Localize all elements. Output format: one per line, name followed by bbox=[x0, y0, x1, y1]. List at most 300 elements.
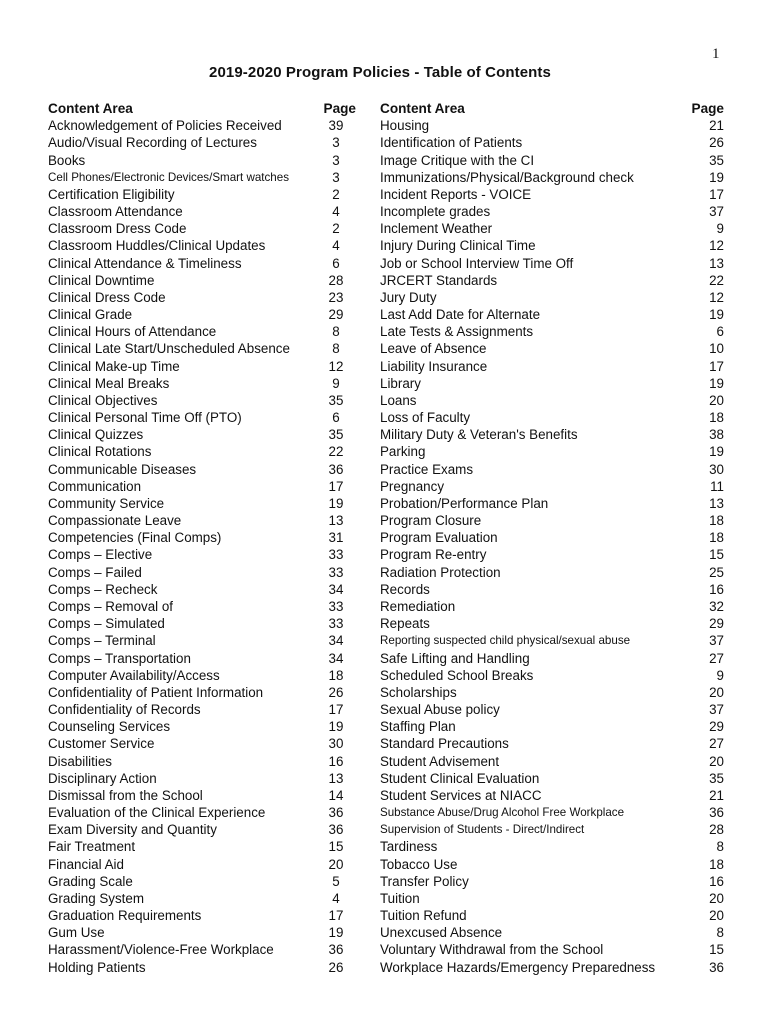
page-number-value: 21 bbox=[709, 118, 724, 134]
toc-entry bbox=[48, 546, 356, 563]
toc-entry bbox=[48, 615, 356, 632]
toc-entry bbox=[380, 701, 724, 718]
content-area-label: Radiation Protection bbox=[380, 564, 501, 580]
toc-entry bbox=[48, 598, 356, 615]
toc-entry bbox=[380, 169, 724, 186]
page-number-value: 36 bbox=[328, 461, 344, 477]
content-area-label: Cell Phones/Electronic Devices/Smart watches bbox=[48, 170, 289, 184]
page-number-value: 10 bbox=[709, 341, 724, 357]
page-number-value: 34 bbox=[328, 581, 344, 597]
toc-entry bbox=[48, 890, 356, 907]
toc-entry bbox=[48, 753, 356, 770]
page-number-value: 9 bbox=[332, 375, 340, 391]
content-area-label: Substance Abuse/Drug Alcohol Free Workplace bbox=[380, 806, 625, 820]
page-number-value: 13 bbox=[709, 495, 724, 511]
toc-entry bbox=[380, 856, 724, 873]
content-area-label: Student Advisement bbox=[380, 753, 500, 769]
page-number-value: 19 bbox=[328, 495, 344, 511]
page-number-value: 17 bbox=[328, 702, 344, 718]
content-area-label: Tuition bbox=[380, 890, 420, 906]
content-area-label: Inclement Weather bbox=[380, 221, 493, 237]
toc-entry bbox=[380, 770, 724, 787]
page-number-value: 16 bbox=[328, 753, 344, 769]
page-number-value: 15 bbox=[328, 839, 344, 855]
content-area-label: Clinical Late Start/Unscheduled Absence bbox=[48, 341, 290, 357]
page-number-value: 22 bbox=[328, 444, 344, 460]
content-area-label: Customer Service bbox=[48, 736, 155, 752]
toc-entry bbox=[48, 581, 356, 598]
toc-entry bbox=[380, 255, 724, 272]
page-number-value: 8 bbox=[332, 324, 340, 340]
content-area-label: Injury During Clinical Time bbox=[380, 238, 536, 254]
content-area-label: Dismissal from the School bbox=[48, 787, 203, 803]
content-area-label: Immunizations/Physical/Background check bbox=[380, 169, 634, 185]
page-number-value: 20 bbox=[709, 684, 724, 700]
toc-entry bbox=[380, 478, 724, 495]
page-number-value: 33 bbox=[328, 547, 344, 563]
page-number-value: 6 bbox=[332, 255, 340, 271]
toc-entry bbox=[48, 220, 356, 237]
content-area-label: Comps – Failed bbox=[48, 564, 142, 580]
page-number-value: 14 bbox=[328, 787, 344, 803]
toc-entry bbox=[380, 358, 724, 375]
content-area-label: Scholarships bbox=[380, 684, 457, 700]
page-number-value: 19 bbox=[709, 169, 724, 185]
toc-entry bbox=[48, 237, 356, 254]
toc-entry bbox=[48, 718, 356, 735]
content-area-label: Incident Reports - VOICE bbox=[380, 186, 532, 202]
content-area-label: Computer Availability/Access bbox=[48, 667, 220, 683]
page-number-value: 35 bbox=[328, 427, 344, 443]
toc-entry bbox=[48, 392, 356, 409]
page-number-value: 8 bbox=[332, 341, 340, 357]
page-number-value: 20 bbox=[328, 856, 344, 872]
page-number-value: 15 bbox=[709, 547, 724, 563]
toc-entry bbox=[48, 684, 356, 701]
page-number-value: 19 bbox=[709, 444, 724, 460]
page-number-value: 25 bbox=[709, 564, 724, 580]
content-area-label: Identification of Patients bbox=[380, 135, 523, 151]
toc-entry bbox=[48, 289, 356, 306]
page-number-value: 18 bbox=[709, 530, 724, 546]
toc-entry bbox=[48, 152, 356, 169]
toc-entry bbox=[48, 478, 356, 495]
toc-entry bbox=[48, 701, 356, 718]
page-number-value: 4 bbox=[332, 204, 340, 220]
page-number-value: 8 bbox=[716, 839, 724, 855]
toc-entry bbox=[48, 529, 356, 546]
toc-left-column bbox=[48, 100, 356, 976]
content-area-label: Military Duty & Veteran's Benefits bbox=[380, 427, 578, 443]
page-number-value: 35 bbox=[709, 152, 724, 168]
content-area-label: Housing bbox=[380, 118, 430, 134]
content-area-label: Repeats bbox=[380, 616, 430, 632]
page-number-value: 3 bbox=[332, 152, 340, 168]
toc-entry bbox=[48, 941, 356, 958]
content-area-label: Tuition Refund bbox=[380, 908, 467, 924]
content-area-label: Grading Scale bbox=[48, 873, 133, 889]
content-area-label: Clinical Grade bbox=[48, 307, 133, 323]
content-area-label: Exam Diversity and Quantity bbox=[48, 822, 217, 838]
content-area-label: Program Re-entry bbox=[380, 547, 487, 563]
content-area-label: Clinical Downtime bbox=[48, 272, 155, 288]
content-area-label: Audio/Visual Recording of Lectures bbox=[48, 135, 257, 151]
toc-entry bbox=[380, 546, 724, 563]
page-number-value: 2 bbox=[332, 221, 340, 237]
page-number-value: 12 bbox=[709, 289, 724, 305]
toc-entry bbox=[48, 564, 356, 581]
page-header: Page bbox=[323, 101, 356, 116]
content-area-label: Clinical Quizzes bbox=[48, 427, 144, 443]
content-area-label: Reporting suspected child physical/sexual abuse bbox=[380, 634, 631, 648]
page-number-value: 20 bbox=[709, 753, 724, 769]
page-number-value: 13 bbox=[709, 255, 724, 271]
content-area-label: Scheduled School Breaks bbox=[380, 667, 534, 683]
content-area-label: Pregnancy bbox=[380, 478, 445, 494]
page-number-value: 18 bbox=[709, 856, 724, 872]
toc-entry bbox=[380, 907, 724, 924]
content-area-label: Disabilities bbox=[48, 753, 112, 769]
toc-entry bbox=[380, 598, 724, 615]
page-number-value: 17 bbox=[328, 908, 344, 924]
toc-entry bbox=[380, 323, 724, 340]
content-area-label: Comps – Terminal bbox=[48, 633, 156, 649]
toc-entry bbox=[380, 340, 724, 357]
toc-entry bbox=[48, 821, 356, 838]
toc-entry bbox=[380, 409, 724, 426]
toc-entry bbox=[48, 632, 356, 649]
content-area-label: Loans bbox=[380, 392, 417, 408]
toc-entry bbox=[48, 203, 356, 220]
page-number-value: 4 bbox=[332, 890, 340, 906]
page-number-value: 12 bbox=[328, 358, 344, 374]
page-number-value: 2 bbox=[332, 186, 340, 202]
content-area-label: Competencies (Final Comps) bbox=[48, 530, 222, 546]
page-number-value: 9 bbox=[716, 221, 724, 237]
toc-entry bbox=[48, 409, 356, 426]
toc-entry bbox=[48, 134, 356, 151]
page-number-value: 13 bbox=[328, 770, 344, 786]
content-area-label: Clinical Hours of Attendance bbox=[48, 324, 217, 340]
toc-entry bbox=[48, 735, 356, 752]
toc-entry bbox=[48, 117, 356, 134]
toc-entry bbox=[380, 426, 724, 443]
toc-entry bbox=[48, 924, 356, 941]
content-area-label: Safe Lifting and Handling bbox=[380, 650, 530, 666]
page-number-value: 19 bbox=[709, 375, 724, 391]
toc-entry bbox=[380, 443, 724, 460]
page-header: Page bbox=[691, 101, 724, 116]
page-number-value: 20 bbox=[709, 908, 724, 924]
page-number-value: 28 bbox=[709, 822, 724, 838]
page-number-value: 30 bbox=[328, 736, 344, 752]
content-area-label: Clinical Rotations bbox=[48, 444, 152, 460]
page-number-value: 23 bbox=[328, 289, 344, 305]
page-number-value: 12 bbox=[709, 238, 724, 254]
page-number-value: 6 bbox=[332, 410, 340, 426]
page-number-value: 16 bbox=[709, 581, 724, 597]
toc-entry bbox=[48, 186, 356, 203]
page-number-value: 20 bbox=[709, 392, 724, 408]
content-area-label: Books bbox=[48, 152, 86, 168]
content-area-label: JRCERT Standards bbox=[380, 272, 498, 288]
content-area-label: Unexcused Absence bbox=[380, 925, 503, 941]
content-area-label: Certification Eligibility bbox=[48, 186, 175, 202]
content-area-label: Classroom Huddles/Clinical Updates bbox=[48, 238, 266, 254]
toc-entry bbox=[48, 375, 356, 392]
page-number-value: 9 bbox=[716, 667, 724, 683]
toc-entry bbox=[380, 512, 724, 529]
toc-entry bbox=[380, 117, 724, 134]
content-area-label: Comps – Simulated bbox=[48, 616, 165, 632]
page-number-value: 19 bbox=[328, 925, 344, 941]
toc-entry bbox=[48, 512, 356, 529]
page-number-value: 3 bbox=[332, 169, 340, 185]
content-area-label: Confidentiality of Records bbox=[48, 702, 201, 718]
content-area-label: Staffing Plan bbox=[380, 719, 456, 735]
page-number-value: 33 bbox=[328, 564, 344, 580]
toc-entry bbox=[380, 924, 724, 941]
toc-entry bbox=[48, 323, 356, 340]
toc-entry bbox=[380, 220, 724, 237]
toc-entry bbox=[380, 873, 724, 890]
content-area-label: Last Add Date for Alternate bbox=[380, 307, 541, 323]
content-area-label: Voluntary Withdrawal from the School bbox=[380, 942, 604, 958]
content-area-label: Student Services at NIACC bbox=[380, 787, 542, 803]
content-area-header: Content Area bbox=[380, 101, 465, 116]
toc-entry bbox=[380, 564, 724, 581]
toc-entry bbox=[48, 650, 356, 667]
page-number-value: 37 bbox=[709, 204, 724, 220]
page-number-value: 18 bbox=[709, 410, 724, 426]
page-number-value: 30 bbox=[709, 461, 724, 477]
toc-entry bbox=[380, 392, 724, 409]
page-number-value: 6 bbox=[716, 324, 724, 340]
page-number-value: 37 bbox=[709, 702, 724, 718]
page-number-value: 33 bbox=[328, 598, 344, 614]
content-area-label: Classroom Attendance bbox=[48, 204, 183, 220]
content-area-label: Loss of Faculty bbox=[380, 410, 471, 426]
toc-entry bbox=[380, 735, 724, 752]
content-area-label: Records bbox=[380, 581, 430, 597]
page-number-value: 36 bbox=[328, 942, 344, 958]
content-area-label: Financial Aid bbox=[48, 856, 124, 872]
toc-entry bbox=[380, 838, 724, 855]
content-area-label: Student Clinical Evaluation bbox=[380, 770, 540, 786]
content-area-header: Content Area bbox=[48, 101, 133, 116]
toc-entry bbox=[48, 838, 356, 855]
page-number-value: 34 bbox=[328, 633, 344, 649]
toc-entry bbox=[380, 718, 724, 735]
content-area-label: Fair Treatment bbox=[48, 839, 136, 855]
content-area-label: Confidentiality of Patient Information bbox=[48, 684, 264, 700]
toc-entry bbox=[380, 941, 724, 958]
page-number-value: 18 bbox=[709, 513, 724, 529]
content-area-label: Tobacco Use bbox=[380, 856, 458, 872]
page-number-value: 26 bbox=[328, 684, 344, 700]
toc-entry bbox=[380, 804, 724, 821]
content-area-label: Clinical Attendance & Timeliness bbox=[48, 255, 242, 271]
content-area-label: Workplace Hazards/Emergency Preparedness bbox=[380, 959, 656, 975]
toc-entry bbox=[380, 753, 724, 770]
content-area-label: Clinical Dress Code bbox=[48, 289, 166, 305]
page-number-value: 28 bbox=[328, 272, 344, 288]
content-area-label: Compassionate Leave bbox=[48, 513, 182, 529]
content-area-label: Counseling Services bbox=[48, 719, 171, 735]
content-area-label: Communication bbox=[48, 478, 142, 494]
content-area-label: Gum Use bbox=[48, 925, 105, 941]
content-area-label: Standard Precautions bbox=[380, 736, 509, 752]
content-area-label: Probation/Performance Plan bbox=[380, 495, 549, 511]
page-title: 2019-2020 Program Policies - Table of Contents bbox=[209, 64, 551, 81]
toc-entry bbox=[380, 667, 724, 684]
content-area-label: Holding Patients bbox=[48, 959, 146, 975]
toc-entry bbox=[48, 959, 356, 976]
content-area-label: Evaluation of the Clinical Experience bbox=[48, 805, 266, 821]
toc-entry bbox=[380, 272, 724, 289]
content-area-label: Disciplinary Action bbox=[48, 770, 157, 786]
toc-entry bbox=[48, 306, 356, 323]
toc-entry bbox=[380, 375, 724, 392]
page-number-value: 26 bbox=[328, 959, 344, 975]
content-area-label: Program Evaluation bbox=[380, 530, 498, 546]
page-number: 1 bbox=[712, 46, 720, 62]
content-area-label: Library bbox=[380, 375, 421, 391]
content-area-label: Harassment/Violence-Free Workplace bbox=[48, 942, 274, 958]
toc-entry bbox=[48, 443, 356, 460]
toc-entry bbox=[380, 461, 724, 478]
toc-entry bbox=[48, 358, 356, 375]
page-number-value: 36 bbox=[709, 959, 724, 975]
content-area-label: Job or School Interview Time Off bbox=[380, 255, 574, 271]
toc-entry bbox=[48, 804, 356, 821]
toc-entry bbox=[48, 169, 356, 186]
page-number-value: 20 bbox=[709, 890, 724, 906]
page-number-value: 32 bbox=[709, 598, 724, 614]
toc-entry bbox=[380, 821, 724, 838]
page-number-value: 15 bbox=[709, 942, 724, 958]
page-number-value: 33 bbox=[328, 616, 344, 632]
toc-entry bbox=[380, 787, 724, 804]
page-number-value: 5 bbox=[332, 873, 340, 889]
content-area-label: Transfer Policy bbox=[380, 873, 469, 889]
page-number-value: 18 bbox=[328, 667, 344, 683]
content-area-label: Clinical Objectives bbox=[48, 392, 158, 408]
page-number-value: 31 bbox=[328, 530, 344, 546]
page-number-value: 29 bbox=[709, 719, 724, 735]
toc-entry bbox=[380, 306, 724, 323]
page-number-value: 4 bbox=[332, 238, 340, 254]
page-number-value: 19 bbox=[328, 719, 344, 735]
toc-entry bbox=[380, 203, 724, 220]
page-number-value: 27 bbox=[709, 650, 724, 666]
page-number-value: 21 bbox=[709, 787, 724, 803]
content-area-label: Comps – Elective bbox=[48, 547, 153, 563]
toc-entry bbox=[380, 529, 724, 546]
content-area-label: Program Closure bbox=[380, 513, 482, 529]
content-area-label: Comps – Transportation bbox=[48, 650, 191, 666]
content-area-label: Remediation bbox=[380, 598, 456, 614]
page-number-value: 38 bbox=[709, 427, 724, 443]
toc-entry bbox=[380, 289, 724, 306]
content-area-label: Comps – Removal of bbox=[48, 598, 174, 614]
page-number-value: 11 bbox=[710, 478, 724, 494]
content-area-label: Parking bbox=[380, 444, 426, 460]
toc-entry bbox=[48, 873, 356, 890]
column-header bbox=[380, 100, 724, 117]
column-header bbox=[48, 100, 356, 117]
toc-entry bbox=[380, 581, 724, 598]
content-area-label: Community Service bbox=[48, 495, 165, 511]
content-area-label: Leave of Absence bbox=[380, 341, 487, 357]
toc-entry bbox=[48, 495, 356, 512]
toc-entry bbox=[380, 890, 724, 907]
content-area-label: Clinical Personal Time Off (PTO) bbox=[48, 410, 242, 426]
page-number-value: 13 bbox=[328, 513, 344, 529]
toc-entry bbox=[380, 134, 724, 151]
toc-entry bbox=[380, 186, 724, 203]
content-area-label: Graduation Requirements bbox=[48, 908, 202, 924]
page-number-value: 27 bbox=[709, 736, 724, 752]
content-area-label: Practice Exams bbox=[380, 461, 474, 477]
page-number-value: 36 bbox=[328, 822, 344, 838]
toc-entry bbox=[380, 495, 724, 512]
toc-entry bbox=[380, 684, 724, 701]
toc-entry bbox=[48, 255, 356, 272]
page-number-value: 29 bbox=[328, 307, 344, 323]
content-area-label: Liability Insurance bbox=[380, 358, 488, 374]
page-number-value: 37 bbox=[709, 633, 724, 649]
page-number-value: 39 bbox=[328, 118, 344, 134]
page-number-value: 3 bbox=[332, 135, 340, 151]
toc-entry bbox=[48, 787, 356, 804]
content-area-label: Late Tests & Assignments bbox=[380, 324, 534, 340]
content-area-label: Acknowledgement of Policies Received bbox=[48, 118, 282, 134]
page-number-value: 35 bbox=[709, 770, 724, 786]
page-number-value: 17 bbox=[328, 478, 344, 494]
content-area-label: Classroom Dress Code bbox=[48, 221, 187, 237]
page-number-value: 17 bbox=[709, 186, 724, 202]
content-area-label: Communicable Diseases bbox=[48, 461, 197, 477]
toc-entry bbox=[380, 152, 724, 169]
toc-entry bbox=[380, 959, 724, 976]
content-area-label: Jury Duty bbox=[380, 289, 437, 305]
content-area-label: Grading System bbox=[48, 890, 145, 906]
toc-entry bbox=[48, 856, 356, 873]
toc-entry bbox=[380, 615, 724, 632]
page-number-value: 34 bbox=[328, 650, 344, 666]
page-number-value: 16 bbox=[709, 873, 724, 889]
content-area-label: Clinical Meal Breaks bbox=[48, 375, 170, 391]
toc-entry bbox=[48, 426, 356, 443]
toc-entry bbox=[48, 272, 356, 289]
content-area-label: Incomplete grades bbox=[380, 204, 491, 220]
page-number-value: 19 bbox=[709, 307, 724, 323]
toc-entry bbox=[48, 461, 356, 478]
content-area-label: Tardiness bbox=[380, 839, 438, 855]
content-area-label: Comps – Recheck bbox=[48, 581, 158, 597]
toc-entry bbox=[380, 237, 724, 254]
page-number-value: 36 bbox=[328, 805, 344, 821]
content-area-label: Sexual Abuse policy bbox=[380, 702, 500, 718]
page-number-value: 26 bbox=[709, 135, 724, 151]
toc-entry bbox=[48, 667, 356, 684]
toc-right-column bbox=[380, 100, 724, 976]
page-number-value: 29 bbox=[709, 616, 724, 632]
toc-entry bbox=[48, 907, 356, 924]
page-number-value: 35 bbox=[328, 392, 344, 408]
content-area-label: Clinical Make-up Time bbox=[48, 358, 180, 374]
